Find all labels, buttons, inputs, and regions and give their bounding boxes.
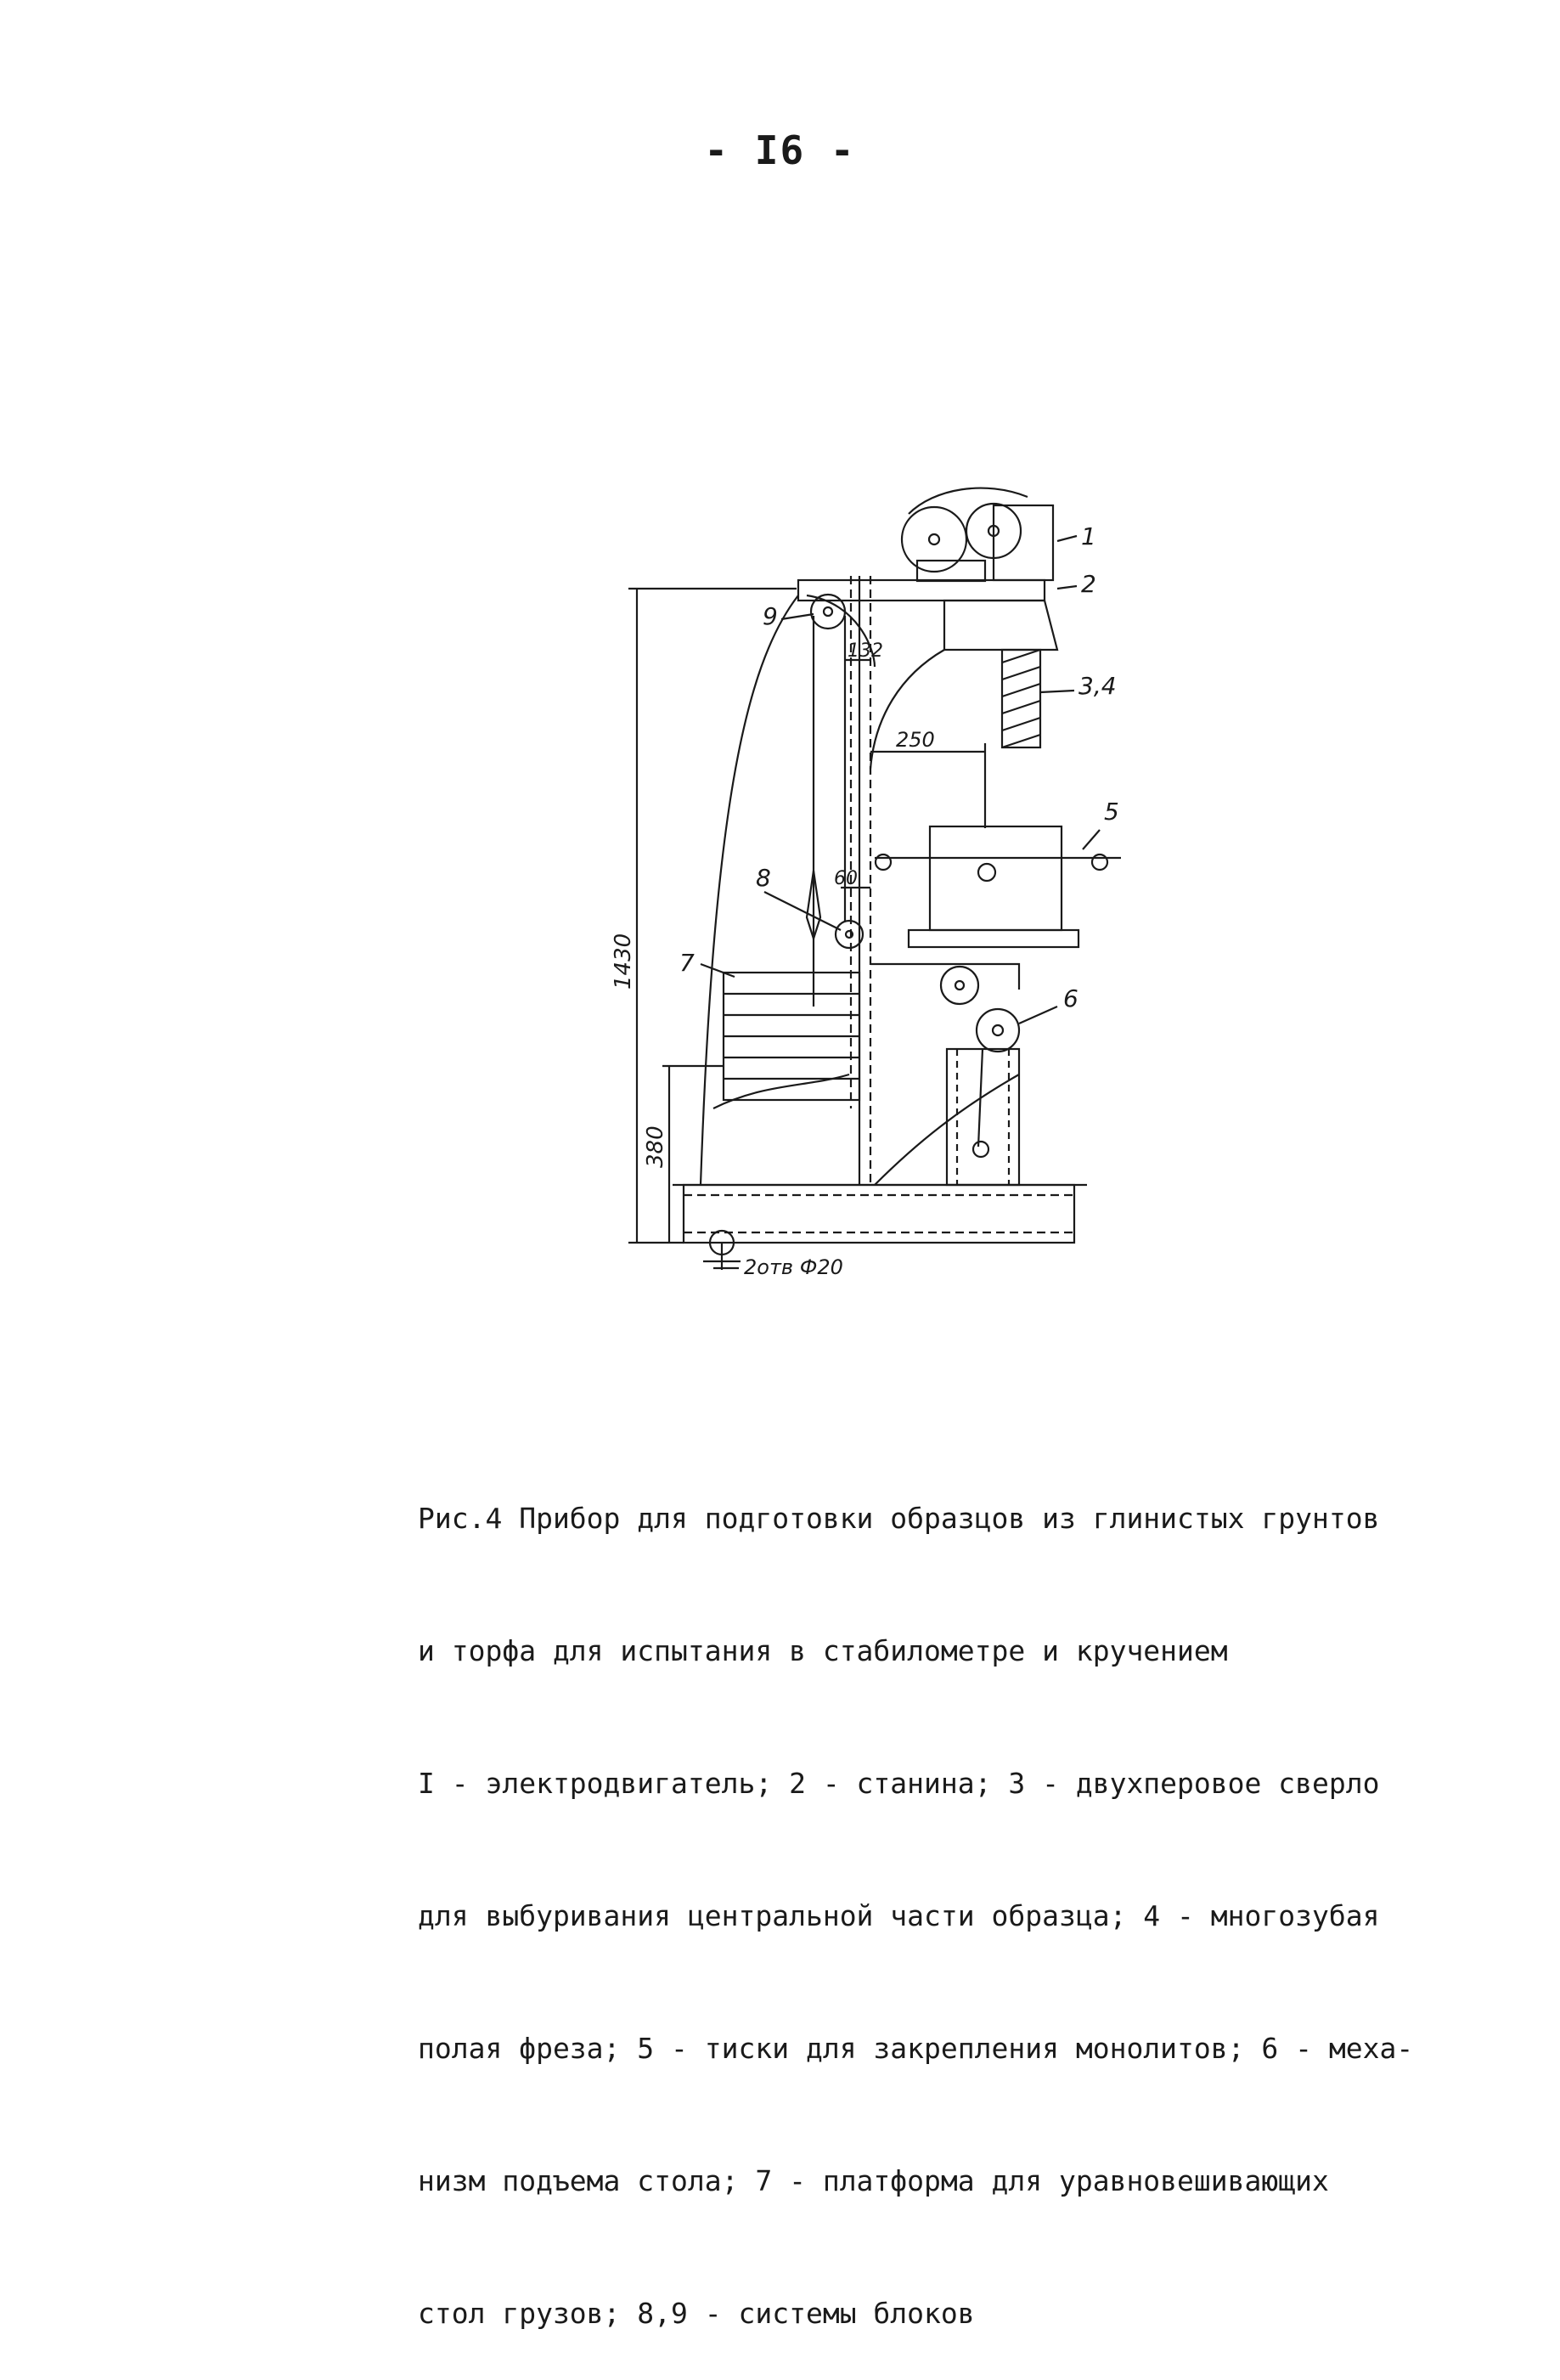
top-beam: [798, 580, 1045, 601]
frame-left: [701, 595, 798, 1185]
dimension-holes: 2отв Ф20: [744, 1255, 843, 1279]
caption-line: полая фреза; 5 - тиски для закрепления монолитов; 6 - меха-: [418, 2032, 1414, 2065]
callout-7: 7: [679, 949, 695, 977]
callout-8: 8: [756, 864, 771, 892]
weight-platform: [724, 973, 859, 1100]
callout-2: 2: [1081, 570, 1096, 598]
callout-5: 5: [1104, 798, 1119, 826]
electric-motor: [902, 488, 1053, 581]
callout-9: 9: [763, 602, 778, 630]
callout-3-4: 3,4: [1078, 672, 1117, 700]
dimension-250: 250: [896, 728, 935, 752]
dimension-1430: 1430: [611, 933, 636, 990]
dimension-380: 380: [643, 1125, 668, 1168]
caption-line: Рис.4 Прибор для подготовки образцов из глинистых грунтов: [418, 1502, 1380, 1535]
figure-caption: [418, 1408, 1471, 2380]
page-number: - I6 -: [704, 127, 856, 173]
caption-line: для выбуривания центральной части образца; 4 - многозубая: [418, 1899, 1380, 1932]
caption-line: I - электродвигатель; 2 - станина; 3 - двухперовое сверло: [418, 1767, 1380, 1800]
drill: [1002, 650, 1040, 747]
caption-line: низм подъема стола; 7 - платформа для уравновешивающих: [418, 2164, 1329, 2197]
dimension-60: 60: [834, 868, 858, 889]
caption-line: и торфа для испытания в стабилометре и кручением: [418, 1634, 1228, 1667]
dimension-132: 132: [848, 640, 883, 662]
vise-table: [875, 826, 1121, 947]
base-plate: [684, 1185, 1074, 1243]
callout-6: 6: [1063, 984, 1078, 1012]
callout-1: 1: [1081, 522, 1096, 550]
apparatus-drawing: [594, 463, 1121, 1295]
lift-mechanism: [870, 964, 1019, 1185]
caption-line: стол грузов; 8,9 - системы блоков: [418, 2297, 975, 2330]
